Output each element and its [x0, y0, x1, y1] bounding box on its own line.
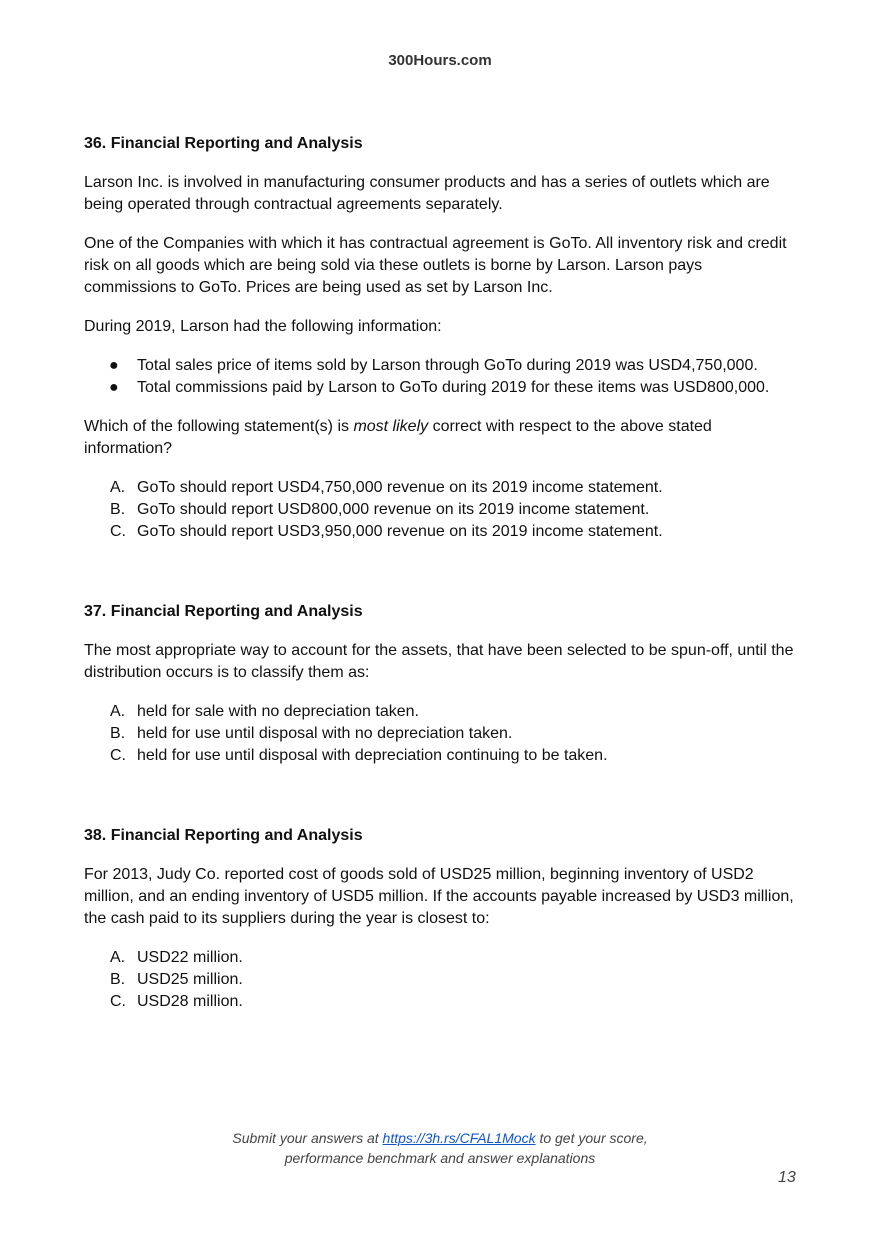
option-text: USD28 million. [137, 993, 243, 1010]
prompt-emphasis: most likely [353, 418, 429, 435]
question-title: 37. Financial Reporting and Analysis [84, 603, 363, 620]
option-letter: A. [110, 703, 126, 720]
answer-option-b [84, 723, 796, 745]
option-letter: B. [110, 501, 126, 518]
option-letter: C. [110, 523, 126, 540]
question-37 [84, 601, 796, 767]
bullet-item [84, 377, 796, 399]
answer-options [84, 701, 796, 767]
prompt-text: Which of the following statement(s) is [84, 418, 354, 435]
question-prompt [84, 416, 796, 460]
question-36 [84, 133, 796, 543]
option-text: USD25 million. [137, 971, 243, 988]
page-footer [0, 1128, 880, 1168]
option-text: held for use until disposal with depreciation continuing to be taken. [137, 747, 608, 764]
answer-options [84, 947, 796, 1013]
footer-line-2: performance benchmark and answer explanations [284, 1150, 596, 1166]
question-paragraph: For 2013, Judy Co. reported cost of goods sold of USD25 million, beginning inventory of USD2 million, and an ending inventory of USD5 million. If the accounts payable increased by USD3 million, the cash paid to its suppliers during the year is closest to: [84, 866, 794, 927]
section-spacer [84, 767, 796, 825]
bullet-text: Total commissions paid by Larson to GoTo during 2019 for these items was USD800,000. [137, 379, 770, 396]
option-text: held for use until disposal with no depreciation taken. [137, 725, 513, 742]
document-body [84, 133, 796, 1013]
mock-exam-link[interactable]: https://3h.rs/CFAL1Mock [382, 1130, 536, 1146]
answer-option-c [84, 521, 796, 543]
option-text: GoTo should report USD4,750,000 revenue on its 2019 income statement. [137, 479, 663, 496]
question-paragraph: One of the Companies with which it has contractual agreement is GoTo. All inventory risk and credit risk on all goods which are being sold via these outlets is borne by Larson. Larson pays commissions to GoTo. Prices are being used as set by Larson Inc. [84, 235, 787, 296]
bullet-text: Total sales price of items sold by Larson through GoTo during 2019 was USD4,750,000. [137, 357, 758, 374]
info-bullet-list [84, 355, 796, 399]
question-title: 36. Financial Reporting and Analysis [84, 135, 363, 152]
question-paragraph: Larson Inc. is involved in manufacturing consumer products and has a series of outlets which are being operated through contractual agreements separately. [84, 174, 770, 213]
option-letter: B. [110, 725, 126, 742]
bullet-dot-icon: ● [109, 357, 119, 374]
answer-option-c [84, 745, 796, 767]
answer-option-a [84, 477, 796, 499]
option-letter: C. [110, 993, 126, 1010]
page-number: 13 [778, 1169, 796, 1186]
option-letter: C. [110, 747, 126, 764]
answer-option-c [84, 991, 796, 1013]
question-title: 38. Financial Reporting and Analysis [84, 827, 363, 844]
option-text: USD22 million. [137, 949, 243, 966]
option-letter: A. [110, 949, 126, 966]
site-header: 300Hours.com [388, 52, 492, 69]
option-text: GoTo should report USD800,000 revenue on its 2019 income statement. [137, 501, 650, 518]
question-paragraph: During 2019, Larson had the following information: [84, 318, 442, 335]
footer-text: to get your score, [535, 1130, 648, 1146]
option-text: held for sale with no depreciation taken. [137, 703, 419, 720]
option-text: GoTo should report USD3,950,000 revenue on its 2019 income statement. [137, 523, 663, 540]
answer-options [84, 477, 796, 543]
footer-text: Submit your answers at [232, 1130, 383, 1146]
answer-option-b [84, 969, 796, 991]
bullet-item [84, 355, 796, 377]
answer-option-a [84, 701, 796, 723]
answer-option-a [84, 947, 796, 969]
bullet-dot-icon: ● [109, 379, 119, 396]
question-38 [84, 825, 796, 1013]
prompt-text: correct with respect to the above stated information? [84, 418, 712, 457]
answer-option-b [84, 499, 796, 521]
option-letter: B. [110, 971, 126, 988]
question-paragraph: The most appropriate way to account for the assets, that have been selected to be spun-off, until the distribution occurs is to classify them as: [84, 642, 794, 681]
section-spacer [84, 543, 796, 601]
option-letter: A. [110, 479, 126, 496]
footer-line-1 [0, 1128, 880, 1148]
